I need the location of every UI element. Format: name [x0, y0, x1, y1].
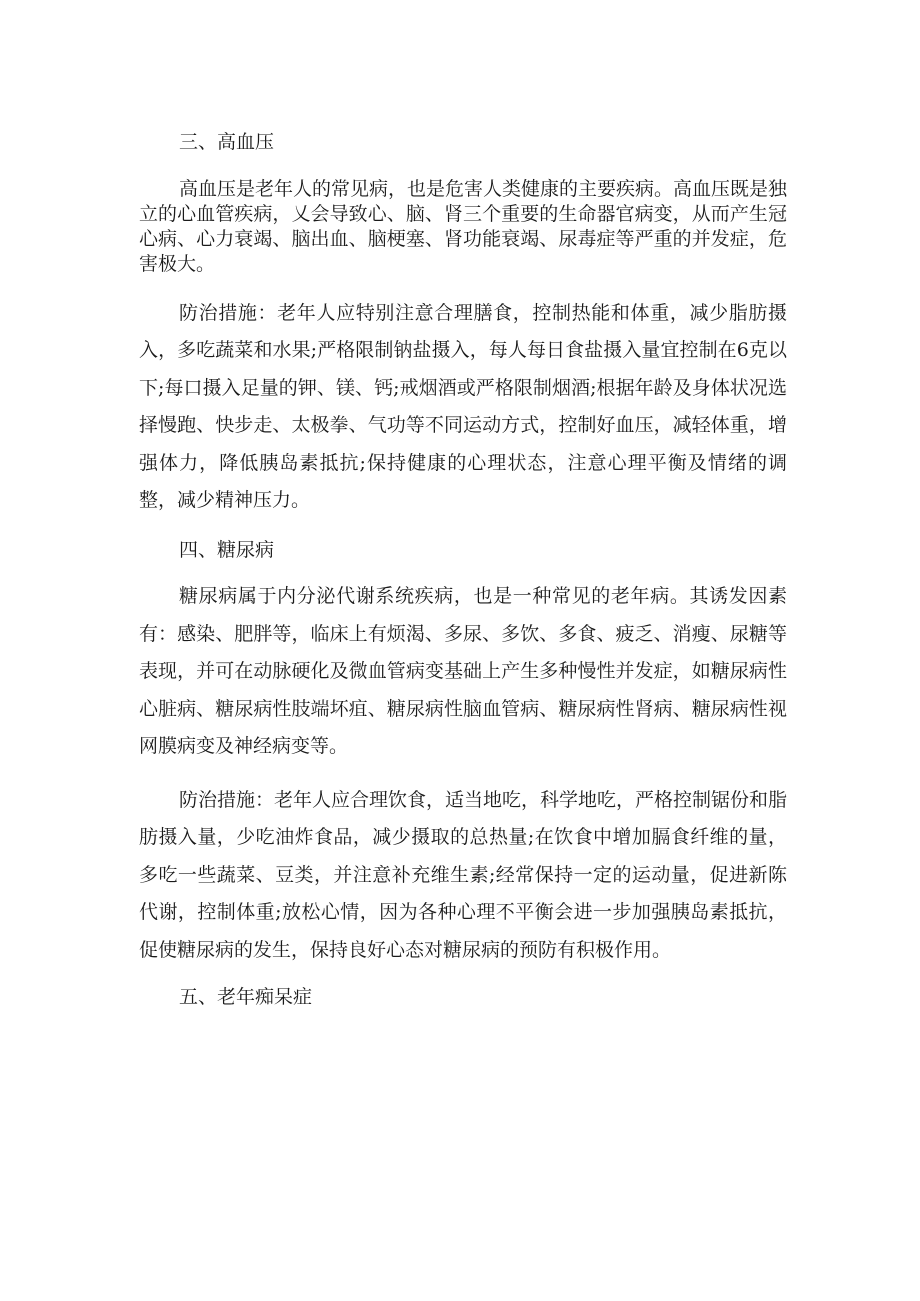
diabetes-intro-paragraph: 糖尿病属于内分泌代谢系统疾病，也是一种常见的老年病。其诱发因素有：感染、肥胖等，临床上有烦渴、多尿、多饮、多食、疲乏、消瘦、尿糖等表现，并可在动脉硬化及微血管病变基础上产生多种慢性并发症，如糖尿病性心脏病、糖尿病性肢端坏疽、糖尿病性脑血管病、糖尿病性肾病、糖尿病性视网膜病变及神经病变等。 [139, 585, 787, 758]
hypertension-intro-paragraph: 高血压是老年人的常见病，也是危害人类健康的主要疾病。高血压既是独立的心血管疾病，乂会导致心、脑、肾三个重要的生命器官病变，从而产生冠心病、心力衰竭、脑出血、脑梗塞、肾功能衰竭、尿毒症等严重的并发症，危害极大。 [139, 177, 788, 275]
section-heading-dementia: 五、老年痴呆症 [179, 986, 313, 1009]
section-heading-diabetes: 四、糖尿病 [179, 538, 275, 561]
hypertension-prevention-paragraph: 防治措施：老年人应特别注意合理膳食，控制热能和体重，减少脂肪摄入，多吃蔬菜和水果;严格限制钠盐摄入，每人每日食盐摄入量宜控制在6克以下;每口摄入足量的钾、镁、钙;戒烟酒或严格限制烟酒;根据年龄及身体状况选择慢跑、快步走、太极拳、气功等不同运动方式，控制好血压，减轻体重，增强体力，降低胰岛素抵抗;保持健康的心理状态，注意心理平衡及情绪的调整，减少精神压力。 [139, 301, 787, 512]
document-page [139, 112, 787, 1010]
section-heading-hypertension: 三、高血压 [179, 131, 275, 153]
diabetes-prevention-paragraph: 防治措施：老年人应合理饮食，适当地吃，科学地吃，严格控制锯份和脂肪摄入量，少吃油炸食品，减少摄取的总热量;在饮食中增加膈食纤维的量，多吃一些蔬菜、豆类，并注意补充维生素;经常保持一定的运动量，促进新陈代谢，控制体重;放松心情，因为各种心理不平衡会进一步加强胰岛素抵抗，促使糖尿病的发生，保持良好心态对糖尿病的预防有积极作用。 [139, 788, 788, 961]
